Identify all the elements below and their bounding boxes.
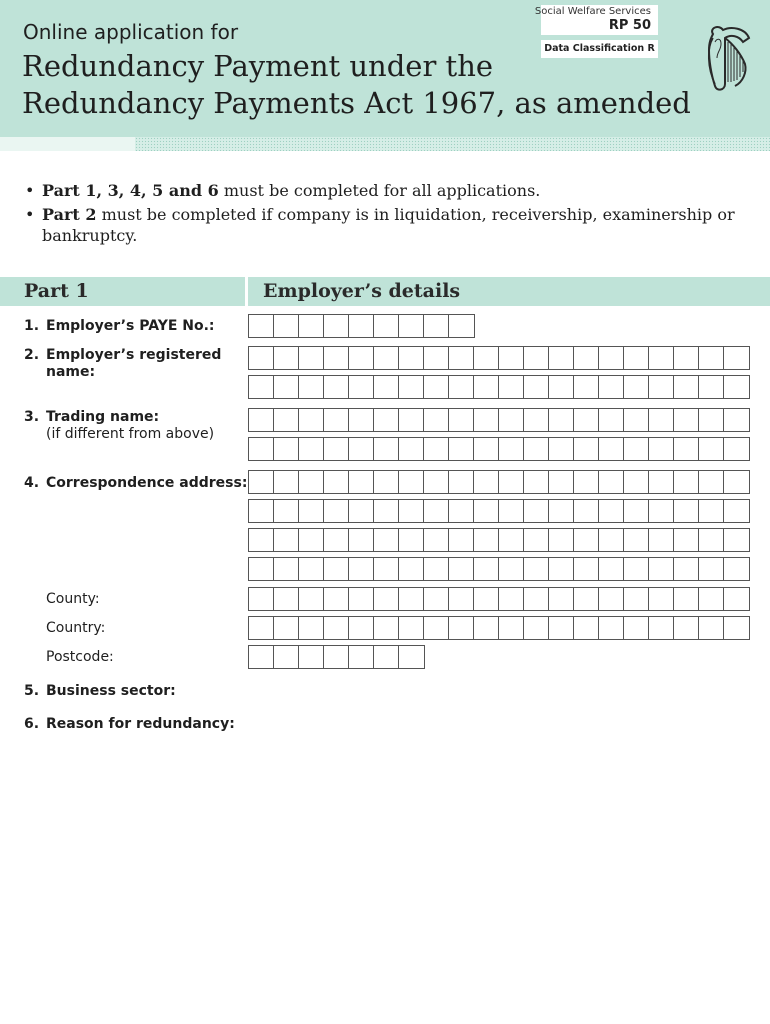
character-box[interactable] [699, 438, 724, 460]
character-box[interactable] [374, 588, 399, 610]
question-text-continued: name: [46, 364, 96, 380]
postcode-label: Postcode: [46, 649, 114, 665]
character-box[interactable] [599, 500, 624, 522]
header-strip-left [0, 137, 135, 151]
character-box[interactable] [374, 646, 399, 668]
character-box[interactable] [624, 617, 649, 639]
character-box[interactable] [299, 646, 324, 668]
character-box[interactable] [599, 529, 624, 551]
character-box[interactable] [424, 529, 449, 551]
address-field-line-3[interactable] [248, 528, 750, 552]
character-box[interactable] [699, 500, 724, 522]
question-number: 2. [24, 347, 40, 363]
character-box[interactable] [674, 617, 699, 639]
character-box[interactable] [499, 617, 524, 639]
character-box[interactable] [674, 588, 699, 610]
character-box[interactable] [624, 529, 649, 551]
character-box[interactable] [549, 471, 574, 493]
agency-name: Social Welfare Services [534, 6, 651, 17]
character-box[interactable] [549, 409, 574, 431]
character-box[interactable] [399, 315, 424, 337]
character-box[interactable] [299, 588, 324, 610]
character-box[interactable] [474, 617, 499, 639]
character-box[interactable] [674, 347, 699, 369]
character-box[interactable] [549, 347, 574, 369]
character-box[interactable] [549, 500, 574, 522]
character-box[interactable] [424, 471, 449, 493]
character-box[interactable] [449, 438, 474, 460]
character-box[interactable] [549, 617, 574, 639]
character-box[interactable] [274, 529, 299, 551]
question-number: 4. [24, 475, 40, 491]
character-box[interactable] [299, 376, 324, 398]
character-box[interactable] [249, 376, 274, 398]
address-field-line-1[interactable] [248, 470, 750, 494]
county-field[interactable] [248, 587, 750, 611]
question-text: Employer’s PAYE No.: [46, 318, 215, 334]
question-number: 1. [24, 318, 40, 334]
character-box[interactable] [599, 409, 624, 431]
character-box[interactable] [624, 438, 649, 460]
character-box[interactable] [324, 500, 349, 522]
character-box[interactable] [699, 376, 724, 398]
character-box[interactable] [324, 471, 349, 493]
character-box[interactable] [699, 558, 724, 580]
question-number: 6. [24, 716, 40, 732]
character-box[interactable] [524, 617, 549, 639]
character-box[interactable] [474, 588, 499, 610]
character-box[interactable] [724, 376, 749, 398]
character-box[interactable] [599, 438, 624, 460]
character-box[interactable] [374, 376, 399, 398]
instruction-text: must be completed for all applications. [218, 181, 541, 200]
character-box[interactable] [324, 438, 349, 460]
character-box[interactable] [449, 500, 474, 522]
character-box[interactable] [249, 471, 274, 493]
character-box[interactable] [599, 558, 624, 580]
character-box[interactable] [349, 347, 374, 369]
question-text: Correspondence address: [46, 475, 248, 491]
character-box[interactable] [424, 617, 449, 639]
character-box[interactable] [324, 315, 349, 337]
character-box[interactable] [399, 376, 424, 398]
character-box[interactable] [274, 409, 299, 431]
character-box[interactable] [649, 471, 674, 493]
character-box[interactable] [649, 617, 674, 639]
character-box[interactable] [249, 438, 274, 460]
character-box[interactable] [699, 529, 724, 551]
character-box[interactable] [399, 500, 424, 522]
character-box[interactable] [299, 558, 324, 580]
character-box[interactable] [374, 409, 399, 431]
character-box[interactable] [649, 500, 674, 522]
character-box[interactable] [674, 471, 699, 493]
character-box[interactable] [349, 409, 374, 431]
character-box[interactable] [574, 588, 599, 610]
character-box[interactable] [249, 529, 274, 551]
question-address-label [24, 475, 249, 492]
character-box[interactable] [674, 438, 699, 460]
form-subtitle: Online application for [23, 20, 239, 44]
character-box[interactable] [424, 376, 449, 398]
address-field-line-2[interactable] [248, 499, 750, 523]
character-box[interactable] [499, 376, 524, 398]
character-box[interactable] [624, 376, 649, 398]
question-note: (if different from above) [46, 426, 215, 442]
character-box[interactable] [474, 529, 499, 551]
character-box[interactable] [374, 529, 399, 551]
question-text: Employer’s registered [46, 347, 222, 363]
part-title: Employer’s details [263, 280, 461, 302]
question-paye-label [24, 318, 249, 335]
character-box[interactable] [249, 558, 274, 580]
character-box[interactable] [574, 617, 599, 639]
instruction-bold: Part 2 [42, 205, 97, 224]
character-box[interactable] [249, 588, 274, 610]
character-box[interactable] [574, 347, 599, 369]
question-text: Trading name: [46, 409, 160, 425]
character-box[interactable] [274, 438, 299, 460]
character-box[interactable] [724, 471, 749, 493]
address-field-line-4[interactable] [248, 557, 750, 581]
character-box[interactable] [299, 347, 324, 369]
character-box[interactable] [299, 315, 324, 337]
character-box[interactable] [649, 529, 674, 551]
character-box[interactable] [724, 558, 749, 580]
character-box[interactable] [699, 409, 724, 431]
character-box[interactable] [249, 347, 274, 369]
character-box[interactable] [524, 409, 549, 431]
character-box[interactable] [624, 588, 649, 610]
character-box[interactable] [599, 588, 624, 610]
character-box[interactable] [499, 409, 524, 431]
character-box[interactable] [449, 588, 474, 610]
data-classification: Data Classification R [541, 40, 658, 58]
character-box[interactable] [724, 529, 749, 551]
agency-box [534, 5, 658, 35]
character-box[interactable] [524, 471, 549, 493]
character-box[interactable] [524, 347, 549, 369]
character-box[interactable] [599, 471, 624, 493]
character-box[interactable] [324, 646, 349, 668]
character-box[interactable] [699, 347, 724, 369]
character-box[interactable] [349, 588, 374, 610]
character-box[interactable] [374, 347, 399, 369]
character-box[interactable] [624, 500, 649, 522]
instruction-text: must be completed if company is in liquidation, receivership, examinership or bankruptcy. [42, 205, 735, 245]
character-box[interactable] [449, 529, 474, 551]
character-box[interactable] [349, 438, 374, 460]
character-box[interactable] [399, 471, 424, 493]
country-label: Country: [46, 620, 106, 636]
character-box[interactable] [474, 471, 499, 493]
character-box[interactable] [699, 617, 724, 639]
header-dotted-strip [135, 137, 770, 151]
instruction-item [25, 204, 755, 246]
character-box[interactable] [474, 438, 499, 460]
character-box[interactable] [499, 438, 524, 460]
character-box[interactable] [674, 529, 699, 551]
character-box[interactable] [274, 588, 299, 610]
character-box[interactable] [324, 529, 349, 551]
character-box[interactable] [249, 315, 274, 337]
character-box[interactable] [724, 438, 749, 460]
character-box[interactable] [249, 646, 274, 668]
instruction-list [25, 180, 755, 249]
character-box[interactable] [649, 558, 674, 580]
part-label-bar [0, 277, 245, 306]
character-box[interactable] [599, 376, 624, 398]
character-box[interactable] [474, 409, 499, 431]
character-box[interactable] [349, 529, 374, 551]
character-box[interactable] [449, 347, 474, 369]
question-number: 5. [24, 683, 40, 699]
character-box[interactable] [349, 315, 374, 337]
character-box[interactable] [324, 376, 349, 398]
character-box[interactable] [624, 347, 649, 369]
character-box[interactable] [274, 500, 299, 522]
character-box[interactable] [549, 376, 574, 398]
character-box[interactable] [374, 315, 399, 337]
character-box[interactable] [374, 617, 399, 639]
character-box[interactable] [349, 558, 374, 580]
character-box[interactable] [324, 558, 349, 580]
character-box[interactable] [449, 315, 474, 337]
character-box[interactable] [499, 471, 524, 493]
character-box[interactable] [424, 500, 449, 522]
character-box[interactable] [449, 617, 474, 639]
character-box[interactable] [374, 500, 399, 522]
question-registered-name-label [24, 347, 249, 381]
character-box[interactable] [624, 558, 649, 580]
question-business-sector-label [24, 683, 249, 700]
character-box[interactable] [724, 409, 749, 431]
character-box[interactable] [524, 558, 549, 580]
postcode-field[interactable] [248, 645, 425, 669]
character-box[interactable] [274, 347, 299, 369]
character-box[interactable] [624, 409, 649, 431]
character-box[interactable] [349, 617, 374, 639]
character-box[interactable] [399, 529, 424, 551]
character-box[interactable] [274, 617, 299, 639]
character-box[interactable] [324, 588, 349, 610]
character-box[interactable] [299, 500, 324, 522]
question-number: 3. [24, 409, 40, 425]
character-box[interactable] [549, 529, 574, 551]
character-box[interactable] [349, 646, 374, 668]
character-box[interactable] [524, 438, 549, 460]
character-box[interactable] [449, 376, 474, 398]
character-box[interactable] [249, 500, 274, 522]
instruction-bold: Part 1, 3, 4, 5 and 6 [42, 181, 219, 200]
character-box[interactable] [574, 500, 599, 522]
character-box[interactable] [474, 500, 499, 522]
character-box[interactable] [474, 347, 499, 369]
character-box[interactable] [649, 347, 674, 369]
question-text: Business sector: [46, 683, 176, 699]
character-box[interactable] [674, 409, 699, 431]
character-box[interactable] [524, 500, 549, 522]
character-box[interactable] [274, 471, 299, 493]
character-box[interactable] [574, 471, 599, 493]
character-box[interactable] [274, 376, 299, 398]
character-box[interactable] [424, 588, 449, 610]
character-box[interactable] [374, 438, 399, 460]
character-box[interactable] [399, 409, 424, 431]
character-box[interactable] [299, 617, 324, 639]
character-box[interactable] [399, 646, 424, 668]
character-box[interactable] [499, 588, 524, 610]
character-box[interactable] [599, 347, 624, 369]
character-box[interactable] [424, 315, 449, 337]
character-box[interactable] [674, 376, 699, 398]
character-box[interactable] [724, 617, 749, 639]
character-box[interactable] [574, 438, 599, 460]
character-box[interactable] [674, 558, 699, 580]
form-title [22, 48, 722, 122]
character-box[interactable] [249, 617, 274, 639]
character-box[interactable] [724, 588, 749, 610]
character-box[interactable] [249, 409, 274, 431]
character-box[interactable] [399, 438, 424, 460]
question-trading-name-label [24, 409, 249, 443]
character-box[interactable] [374, 471, 399, 493]
registered-name-field-line-1[interactable] [248, 346, 750, 370]
character-box[interactable] [299, 471, 324, 493]
character-box[interactable] [274, 315, 299, 337]
character-box[interactable] [574, 376, 599, 398]
character-box[interactable] [499, 529, 524, 551]
character-box[interactable] [449, 409, 474, 431]
character-box[interactable] [524, 529, 549, 551]
character-box[interactable] [324, 617, 349, 639]
trading-name-field-line-2[interactable] [248, 437, 750, 461]
character-box[interactable] [424, 438, 449, 460]
character-box[interactable] [499, 500, 524, 522]
character-box[interactable] [699, 471, 724, 493]
character-box[interactable] [599, 617, 624, 639]
character-box[interactable] [399, 617, 424, 639]
character-box[interactable] [524, 376, 549, 398]
instruction-item [25, 180, 755, 201]
character-box[interactable] [349, 471, 374, 493]
character-box[interactable] [724, 347, 749, 369]
character-box[interactable] [574, 529, 599, 551]
character-box[interactable] [399, 347, 424, 369]
form-title-line-1: Redundancy Payment under the [22, 49, 494, 83]
character-box[interactable] [649, 588, 674, 610]
character-box[interactable] [699, 588, 724, 610]
registered-name-field-line-2[interactable] [248, 375, 750, 399]
character-box[interactable] [524, 588, 549, 610]
character-box[interactable] [399, 588, 424, 610]
country-field[interactable] [248, 616, 750, 640]
character-box[interactable] [574, 558, 599, 580]
harp-emblem-icon [699, 24, 755, 94]
character-box[interactable] [474, 558, 499, 580]
trading-name-field-line-1[interactable] [248, 408, 750, 432]
character-box[interactable] [299, 409, 324, 431]
character-box[interactable] [549, 588, 574, 610]
character-box[interactable] [449, 558, 474, 580]
character-box[interactable] [324, 347, 349, 369]
character-box[interactable] [624, 471, 649, 493]
character-box[interactable] [299, 438, 324, 460]
character-box[interactable] [399, 558, 424, 580]
character-box[interactable] [549, 438, 574, 460]
form-code: RP 50 [608, 18, 651, 33]
character-box[interactable] [724, 500, 749, 522]
character-box[interactable] [424, 347, 449, 369]
character-box[interactable] [549, 558, 574, 580]
character-box[interactable] [674, 500, 699, 522]
part-label: Part 1 [24, 280, 89, 302]
character-box[interactable] [274, 646, 299, 668]
form-title-line-2: Redundancy Payments Act 1967, as amended [22, 86, 691, 120]
character-box[interactable] [324, 409, 349, 431]
character-box[interactable] [649, 376, 674, 398]
question-reason-label [24, 716, 249, 733]
character-box[interactable] [299, 529, 324, 551]
county-label: County: [46, 591, 100, 607]
character-box[interactable] [374, 558, 399, 580]
character-box[interactable] [649, 409, 674, 431]
character-box[interactable] [499, 558, 524, 580]
character-box[interactable] [649, 438, 674, 460]
character-box[interactable] [424, 409, 449, 431]
character-box[interactable] [349, 376, 374, 398]
character-box[interactable] [499, 347, 524, 369]
character-box[interactable] [449, 471, 474, 493]
character-box[interactable] [574, 409, 599, 431]
paye-number-field[interactable] [248, 314, 475, 338]
part-title-bar [248, 277, 770, 306]
character-box[interactable] [474, 376, 499, 398]
character-box[interactable] [349, 500, 374, 522]
character-box[interactable] [424, 558, 449, 580]
question-text: Reason for redundancy: [46, 716, 235, 732]
character-box[interactable] [274, 558, 299, 580]
